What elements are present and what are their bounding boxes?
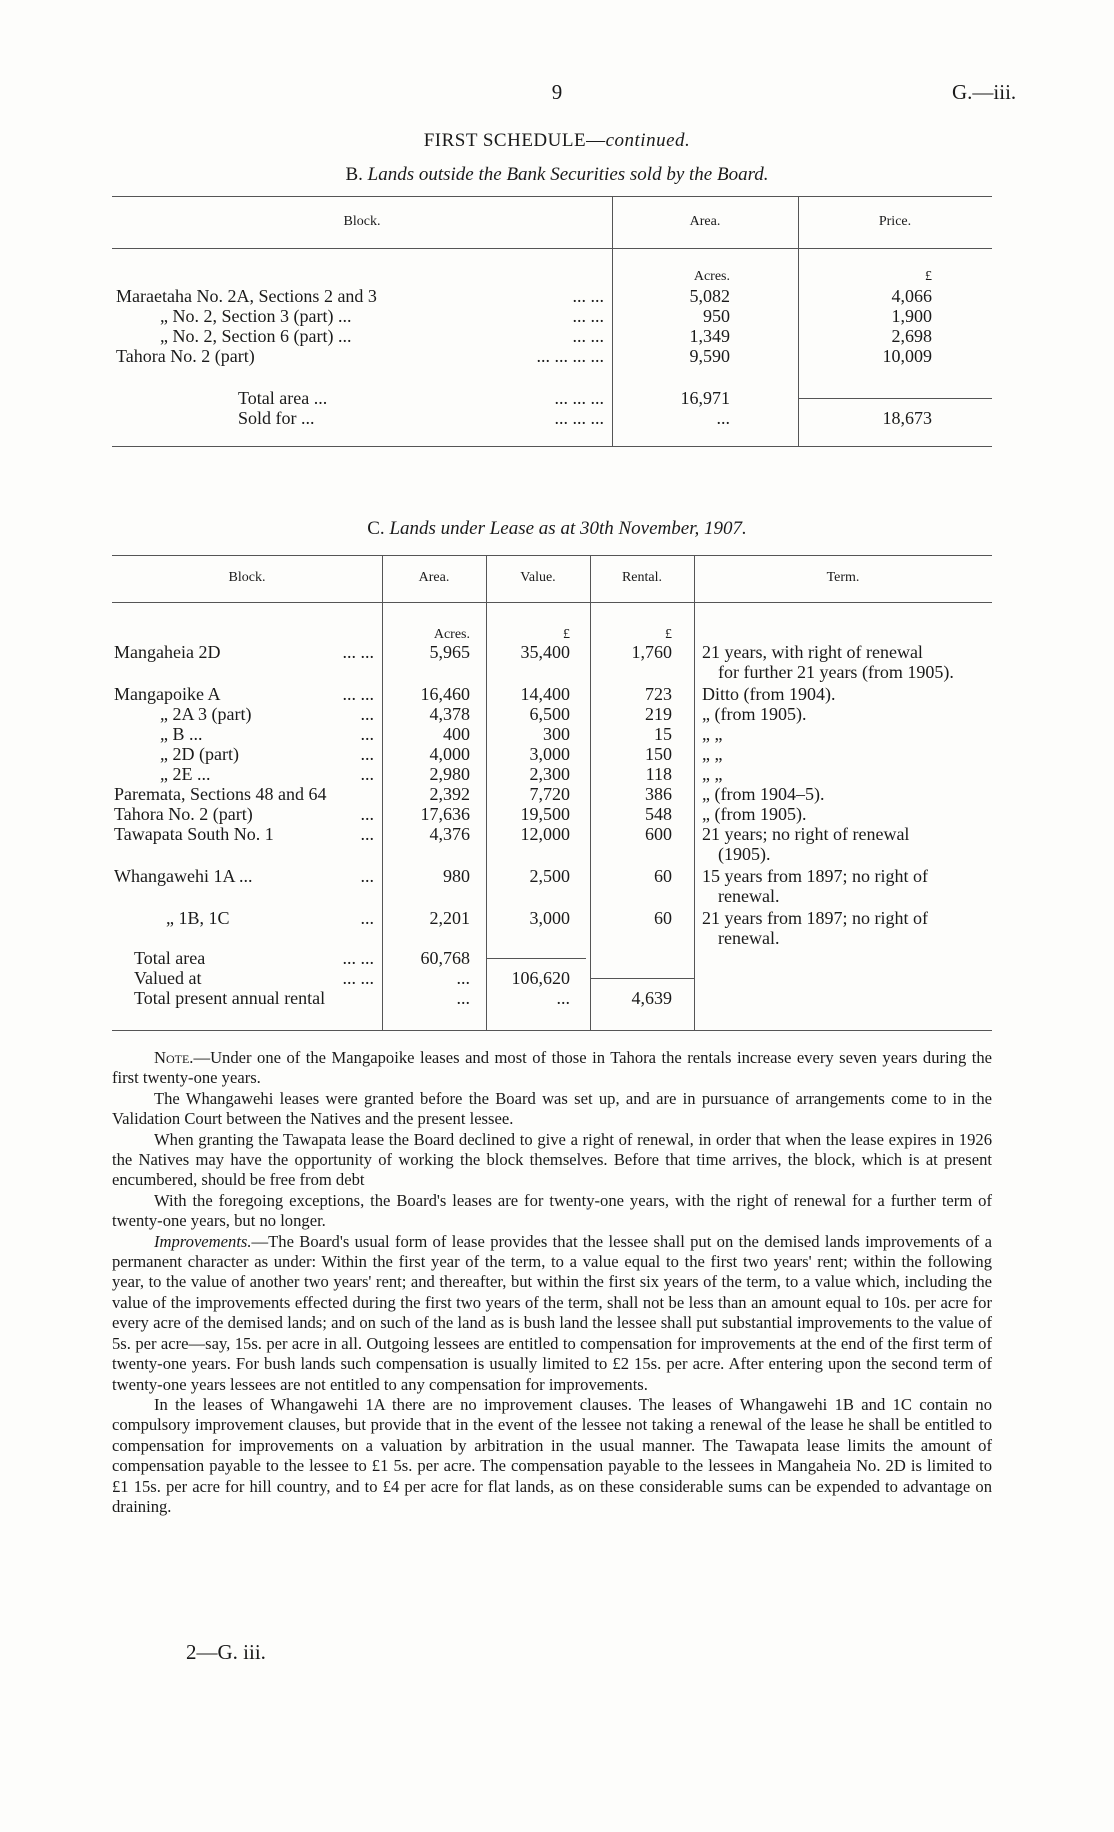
schedule-title-main: FIRST SCHEDULE—	[423, 130, 606, 151]
table-row-value: 6,500	[529, 704, 570, 724]
table-row-block: Tawapata South No. 1	[114, 824, 274, 844]
table-row-area: 16,460	[420, 684, 470, 704]
table-row-rental: 723	[645, 684, 672, 704]
table-row-area: 980	[443, 866, 470, 886]
table-row-term: 21 years from 1897; no right of	[702, 908, 928, 928]
rule	[112, 196, 992, 197]
sold-for-value: 18,673	[882, 408, 932, 428]
leader-dots: ...	[360, 704, 374, 724]
rule	[112, 446, 992, 447]
table-row-block: „ 2A 3 (part)	[160, 704, 252, 724]
table-row-term: „ (from 1905).	[702, 704, 807, 724]
rule	[590, 978, 694, 979]
table-row-block: Tahora No. 2 (part)	[116, 346, 255, 366]
leader-dots: ... ...	[572, 306, 604, 326]
table-row-rental: 150	[645, 744, 672, 764]
table-row-area: 17,636	[420, 804, 470, 824]
table-row-rental: 15	[654, 724, 672, 744]
leader-dots: ... ... ...	[554, 408, 604, 428]
table-row-block: Tahora No. 2 (part)	[114, 804, 253, 824]
paragraph: With the foregoing exceptions, the Board's leases are for twenty-one years, with the right of renewal for a further term of twenty-one years, but no longer.	[112, 1190, 992, 1231]
section-b-title	[0, 164, 1114, 186]
leader-dots: ... ...	[572, 286, 604, 306]
table-row-rental: 600	[645, 824, 672, 844]
leader-dots: ... ...	[342, 948, 374, 968]
total-area-value: 60,768	[420, 948, 470, 968]
table-row-block: Whangawehi 1A ...	[114, 866, 253, 886]
rule	[798, 398, 992, 399]
total-rental-area: ...	[456, 988, 470, 1008]
leader-dots: ... ...	[342, 684, 374, 704]
table-row-rental: 548	[645, 804, 672, 824]
table-row-term-cont: (1905).	[718, 844, 771, 864]
leader-dots: ... ... ... ...	[536, 346, 604, 366]
schedule-title	[0, 130, 1114, 152]
table-row-value: 19,500	[520, 804, 570, 824]
leader-dots: ...	[360, 764, 374, 784]
notes-section	[112, 1048, 992, 1517]
leader-dots: ... ...	[572, 326, 604, 346]
improvements-lead: Improvements.	[154, 1231, 252, 1251]
table-row-block: „ 1B, 1C	[166, 908, 230, 928]
column-header-price: Price.	[878, 214, 912, 229]
table-row-term: 21 years; no right of renewal	[702, 824, 910, 844]
table-row-term: „ „	[702, 764, 723, 784]
improvements-paragraph	[112, 1232, 992, 1395]
table-row-area: 2,980	[429, 764, 470, 784]
table-row-price: 1,900	[891, 306, 932, 326]
note-lead: Note.	[154, 1048, 194, 1067]
unit-pounds: £	[563, 627, 570, 642]
table-row-value: 3,000	[529, 908, 570, 928]
table-row-term: Ditto (from 1904).	[702, 684, 836, 704]
rule	[112, 602, 992, 603]
column-header-term: Term.	[826, 570, 860, 585]
paragraph: The Whangawehi leases were granted before the Board was set up, and are in pursuance of arrangements come to in the Validation Court between the Natives and the present lessee.	[112, 1088, 992, 1129]
rule	[112, 248, 992, 249]
table-row-area: 5,082	[689, 286, 730, 306]
table-row-area: 9,590	[689, 346, 730, 366]
section-c-letter: C.	[367, 518, 385, 539]
note-text: —Under one of the Mangapoike leases and most of those in Tahora the rentals increase every seven years during the first twenty-one years.	[112, 1048, 992, 1088]
column-header-area: Area.	[689, 214, 721, 229]
section-c-title	[0, 518, 1114, 540]
table-row-term: „ (from 1904–5).	[702, 784, 825, 804]
section-b-heading: Lands outside the Bank Securities sold by the Board.	[367, 164, 769, 185]
table-row-block: „ 2D (part)	[160, 744, 239, 764]
table-row-term: 15 years from 1897; no right of	[702, 866, 928, 886]
improvements-text: —The Board's usual form of lease provides that the lessee shall put on the demised lands improvements of a permanent character as under: Within the first year of the term, to a value equal to the first two years' rent; within the following year, to the value of another two years' rent; and thereafter, but within the first six years of the term, to a value which, including the value of the improvements effected during the first two years of the term, shall not be less than an amount equal to 10s. per acre for every acre of the demised lands; and on such of the land as is bush land the lessee shall put substantial improvements to the value of 5s. per acre—say, 15s. per acre in all. Outgoing lessees are entitled to compensation for improvements at the end of the first term of twenty-one years. For bush lands such compensation is usually limited to £2 15s. per acre. After entering upon the second term of twenty-one years lessees are not entitled to any compensation for improvements.	[112, 1231, 992, 1394]
total-area-label: Total area	[134, 948, 206, 968]
table-row-area: 4,376	[429, 824, 470, 844]
total-rental-value: 4,639	[631, 988, 672, 1008]
table-row-value: 2,300	[529, 764, 570, 784]
leader-dots: ... ... ...	[554, 388, 604, 408]
table-row-block: Mangapoike A	[114, 684, 221, 704]
table-row-rental: 219	[645, 704, 672, 724]
table-row-area: 1,349	[689, 326, 730, 346]
table-row-block: Maraetaha No. 2A, Sections 2 and 3	[116, 286, 377, 306]
table-row-term: „ (from 1905).	[702, 804, 807, 824]
table-row-area: 2,201	[429, 908, 470, 928]
leader-dots: ...	[360, 824, 374, 844]
schedule-title-continued: continued.	[605, 130, 691, 151]
table-row-block: „ B ...	[160, 724, 203, 744]
table-row-rental: 60	[654, 866, 672, 886]
leader-dots: ...	[360, 744, 374, 764]
leader-dots: ...	[360, 804, 374, 824]
section-b-letter: B.	[345, 164, 363, 185]
valued-at-area: ...	[456, 968, 470, 988]
table-row-area: 400	[443, 724, 470, 744]
paragraph: In the leases of Whangawehi 1A there are no improvement clauses. The leases of Whangawehi 1B and 1C contain no compulsory improvement clauses, but provide that in the event of the lessee not taking a renewal of the lease he shall be entitled to compensation for improvements on a valuation by arbitration in the usual manner. The Tawapata lease limits the amount of compensation payable to the lessee to £1 5s. per acre. The compensation payable to the lessees in Mangaheia No. 2D is limited to £1 15s. per acre for hill country, and to £4 per acre for flat lands, as on these considerable sums can be expended to advantage on draining.	[112, 1394, 992, 1516]
sold-for-area: ...	[716, 408, 730, 428]
document-reference: G.—iii.	[952, 80, 1017, 104]
rule	[486, 958, 586, 959]
table-row-area: 5,965	[429, 642, 470, 662]
footer-reference: 2—G. iii.	[186, 1640, 266, 1664]
column-header-value: Value.	[520, 570, 556, 585]
table-row-price: 2,698	[891, 326, 932, 346]
table-row-price: 10,009	[882, 346, 932, 366]
total-area-label: Total area ...	[238, 388, 328, 408]
table-row-block: Mangaheia 2D	[114, 642, 221, 662]
unit-pounds: £	[925, 269, 932, 284]
leader-dots: ... ...	[342, 968, 374, 988]
unit-pounds: £	[665, 627, 672, 642]
paragraph: When granting the Tawapata lease the Board declined to give a right of renewal, in order that when the lease expires in 1926 the Natives may have the opportunity of working the block themselves. Before that time arrives, the block, which is at present encumbered, should be free from debt	[112, 1129, 992, 1190]
table-row-value: 2,500	[529, 866, 570, 886]
table-row-term: „ „	[702, 744, 723, 764]
rule	[112, 555, 992, 556]
unit-acres: Acres.	[693, 269, 730, 284]
table-row-block: „ No. 2, Section 6 (part) ...	[160, 326, 352, 346]
table-row-value: 3,000	[529, 744, 570, 764]
table-row-term-cont: renewal.	[718, 886, 780, 906]
table-row-term-cont: renewal.	[718, 928, 780, 948]
table-row-area: 4,378	[429, 704, 470, 724]
table-row-rental: 1,760	[631, 642, 672, 662]
table-row-term: 21 years, with right of renewal	[702, 642, 923, 662]
valued-at-value: 106,620	[511, 968, 570, 988]
column-divider	[694, 555, 695, 1030]
column-header-rental: Rental.	[621, 570, 663, 585]
total-rental-value-col: ...	[556, 988, 570, 1008]
table-row-area: 950	[703, 306, 730, 326]
table-row-rental: 118	[645, 764, 672, 784]
leader-dots: ...	[360, 866, 374, 886]
total-rental-label: Total present annual rental	[134, 988, 326, 1008]
table-row-value: 35,400	[520, 642, 570, 662]
table-row-block: „ No. 2, Section 3 (part) ...	[160, 306, 352, 326]
table-row-value: 12,000	[520, 824, 570, 844]
column-header-area: Area.	[418, 570, 450, 585]
total-area-value: 16,971	[680, 388, 730, 408]
sold-for-label: Sold for ...	[238, 408, 315, 428]
table-row-term: „ „	[702, 724, 723, 744]
column-header-block: Block.	[343, 214, 381, 229]
table-row-value: 7,720	[529, 784, 570, 804]
table-row-block: „ 2E ...	[160, 764, 211, 784]
rule	[112, 1030, 992, 1031]
table-row-value: 300	[543, 724, 570, 744]
page-number: 9	[551, 80, 563, 104]
leader-dots: ...	[360, 908, 374, 928]
table-row-value: 14,400	[520, 684, 570, 704]
table-row-area: 2,392	[429, 784, 470, 804]
table-row-rental: 60	[654, 908, 672, 928]
table-row-price: 4,066	[891, 286, 932, 306]
table-row-term-cont: for further 21 years (from 1905).	[718, 662, 954, 682]
unit-acres: Acres.	[433, 627, 470, 642]
column-header-block: Block.	[228, 570, 266, 585]
leader-dots: ...	[360, 724, 374, 744]
table-row-area: 4,000	[429, 744, 470, 764]
note-paragraph	[112, 1048, 992, 1089]
section-c-heading: Lands under Lease as at 30th November, 1907.	[389, 518, 747, 539]
valued-at-label: Valued at	[134, 968, 202, 988]
table-row-rental: 386	[645, 784, 672, 804]
leader-dots: ... ...	[342, 642, 374, 662]
table-row-block: Paremata, Sections 48 and 64	[114, 784, 327, 804]
